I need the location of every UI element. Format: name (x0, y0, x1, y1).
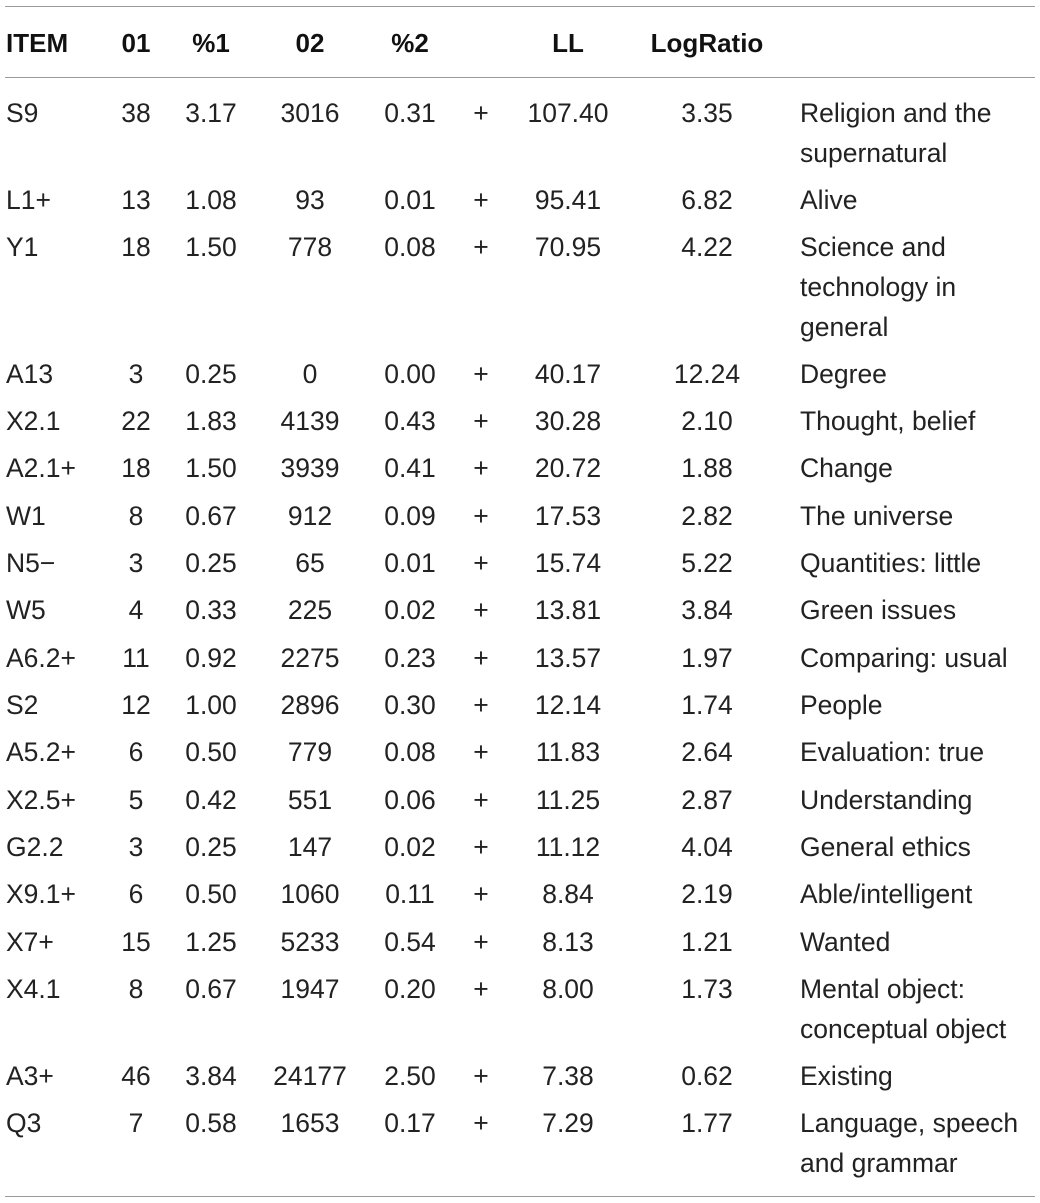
header-logratio: LogRatio (650, 28, 764, 58)
cell-description: Change (800, 453, 893, 483)
cell-item: X2.5+ (6, 785, 76, 815)
cell-o2: 2275 (280, 643, 340, 673)
header-p2: %2 (391, 28, 429, 58)
cell-p1: 0.50 (185, 737, 237, 767)
cell-o1: 18 (121, 453, 151, 483)
cell-p2: 0.02 (384, 832, 436, 862)
cell-description: Able/intelligent (800, 879, 973, 909)
cell-item: Y1 (6, 232, 39, 262)
header-ll: LL (552, 28, 584, 58)
cell-p1: 1.50 (185, 232, 237, 262)
cell-sign: + (473, 785, 489, 815)
cell-o1: 22 (121, 406, 151, 436)
cell-logratio: 2.10 (681, 406, 733, 436)
cell-description: Understanding (800, 785, 973, 815)
cell-ll: 107.40 (527, 98, 609, 128)
cell-p2: 0.41 (384, 453, 436, 483)
cell-p2: 0.11 (385, 879, 435, 909)
cell-p1: 1.00 (185, 690, 237, 720)
cell-p1: 0.25 (185, 359, 237, 389)
cell-description: Science and technology in general (800, 232, 957, 342)
cell-logratio: 1.88 (681, 453, 733, 483)
cell-ll: 8.13 (542, 927, 594, 957)
cell-o1: 18 (121, 232, 151, 262)
cell-ll: 11.12 (535, 832, 601, 862)
cell-logratio: 5.22 (681, 548, 733, 578)
cell-o1: 12 (121, 690, 151, 720)
cell-sign: + (473, 690, 489, 720)
cell-ll: 11.25 (535, 785, 601, 815)
cell-ll: 7.29 (542, 1108, 594, 1138)
cell-p2: 0.20 (384, 974, 436, 1004)
cell-p2: 0.01 (384, 548, 436, 578)
cell-logratio: 2.87 (681, 785, 733, 815)
cell-logratio: 4.22 (681, 232, 733, 262)
cell-sign: + (473, 1108, 489, 1138)
cell-o1: 46 (121, 1061, 151, 1091)
cell-sign: + (473, 927, 489, 957)
cell-ll: 15.74 (534, 548, 602, 578)
cell-item: S9 (6, 98, 39, 128)
table-top-rule (5, 6, 1035, 7)
cell-logratio: 2.64 (681, 737, 733, 767)
cell-p1: 0.25 (185, 548, 237, 578)
cell-item: A5.2+ (6, 737, 76, 767)
cell-p2: 0.23 (384, 643, 436, 673)
cell-description: Evaluation: true (800, 737, 985, 767)
cell-o2: 65 (295, 548, 325, 578)
cell-o2: 912 (287, 501, 333, 531)
cell-item: X9.1+ (6, 879, 76, 909)
cell-o1: 15 (121, 927, 151, 957)
cell-p1: 0.92 (185, 643, 237, 673)
cell-sign: + (473, 1061, 489, 1091)
cell-item: X2.1 (6, 406, 61, 436)
cell-p1: 0.50 (185, 879, 237, 909)
cell-logratio: 1.77 (681, 1108, 733, 1138)
cell-o2: 779 (287, 737, 333, 767)
cell-description: Comparing: usual (800, 643, 1008, 673)
cell-o2: 24177 (273, 1061, 347, 1091)
cell-o1: 6 (128, 879, 144, 909)
cell-description: Mental object: conceptual object (800, 974, 1007, 1044)
cell-logratio: 2.19 (681, 879, 733, 909)
cell-p2: 0.17 (384, 1108, 436, 1138)
cell-item: W5 (6, 595, 46, 625)
cell-o1: 6 (128, 737, 144, 767)
cell-item: A3+ (6, 1061, 54, 1091)
cell-sign: + (473, 232, 489, 262)
cell-p2: 0.09 (384, 501, 436, 531)
cell-item: X7+ (6, 927, 54, 957)
cell-p2: 2.50 (384, 1061, 436, 1091)
cell-ll: 95.41 (534, 185, 602, 215)
table-bottom-rule (5, 1196, 1035, 1197)
cell-ll: 7.38 (542, 1061, 594, 1091)
cell-item: L1+ (6, 185, 51, 215)
cell-sign: + (473, 974, 489, 1004)
header-o1: 01 (121, 28, 151, 58)
cell-ll: 20.72 (534, 453, 602, 483)
cell-item: A13 (6, 359, 54, 389)
cell-description: Green issues (800, 595, 957, 625)
cell-o1: 8 (128, 974, 144, 1004)
cell-description: Language, speech and grammar (800, 1108, 1019, 1178)
cell-p1: 1.50 (185, 453, 237, 483)
cell-item: W1 (6, 501, 46, 531)
cell-item: A2.1+ (6, 453, 76, 483)
cell-p1: 0.25 (185, 832, 237, 862)
cell-o1: 4 (128, 595, 144, 625)
cell-o2: 1060 (280, 879, 340, 909)
cell-ll: 8.84 (542, 879, 594, 909)
cell-ll: 8.00 (542, 974, 594, 1004)
cell-p2: 0.08 (384, 232, 436, 262)
cell-logratio: 3.84 (681, 595, 733, 625)
header-item: ITEM (6, 28, 69, 58)
cell-o2: 225 (287, 595, 333, 625)
cell-ll: 17.53 (534, 501, 602, 531)
cell-o2: 551 (287, 785, 333, 815)
cell-description: The universe (800, 501, 954, 531)
cell-logratio: 3.35 (681, 98, 733, 128)
cell-o1: 38 (121, 98, 151, 128)
cell-ll: 70.95 (534, 232, 602, 262)
cell-logratio: 1.21 (681, 927, 733, 957)
cell-logratio: 2.82 (681, 501, 733, 531)
table-header-rule (5, 77, 1035, 78)
cell-logratio: 1.74 (681, 690, 733, 720)
cell-p2: 0.01 (384, 185, 436, 215)
cell-logratio: 1.73 (681, 974, 733, 1004)
cell-item: A6.2+ (6, 643, 76, 673)
cell-o2: 4139 (280, 406, 340, 436)
cell-item: G2.2 (6, 832, 64, 862)
cell-o2: 778 (287, 232, 333, 262)
cell-item: N5− (6, 548, 56, 578)
cell-sign: + (473, 185, 489, 215)
cell-description: Religion and the supernatural (800, 98, 992, 168)
header-o2: 02 (295, 28, 325, 58)
cell-p2: 0.30 (384, 690, 436, 720)
cell-p1: 0.58 (185, 1108, 237, 1138)
cell-logratio: 0.62 (681, 1061, 733, 1091)
cell-p2: 0.08 (384, 737, 436, 767)
cell-p2: 0.00 (384, 359, 436, 389)
cell-p2: 0.43 (384, 406, 436, 436)
cell-o1: 3 (128, 548, 144, 578)
cell-p1: 0.67 (185, 501, 237, 531)
cell-o1: 13 (121, 185, 151, 215)
cell-sign: + (473, 453, 489, 483)
cell-o2: 2896 (280, 690, 340, 720)
cell-o1: 3 (128, 832, 144, 862)
cell-p1: 1.83 (185, 406, 237, 436)
cell-o1: 7 (128, 1108, 144, 1138)
cell-description: Wanted (800, 927, 891, 957)
cell-o2: 3016 (280, 98, 340, 128)
cell-o2: 3939 (280, 453, 340, 483)
cell-item: X4.1 (6, 974, 61, 1004)
header-p1: %1 (192, 28, 230, 58)
cell-p2: 0.54 (384, 927, 436, 957)
cell-sign: + (473, 832, 489, 862)
cell-sign: + (473, 548, 489, 578)
cell-ll: 12.14 (534, 690, 602, 720)
cell-sign: + (473, 737, 489, 767)
cell-sign: + (473, 359, 489, 389)
cell-description: Existing (800, 1061, 893, 1091)
cell-p2: 0.06 (384, 785, 436, 815)
cell-item: Q3 (6, 1108, 42, 1138)
cell-p2: 0.31 (384, 98, 436, 128)
cell-p1: 3.17 (185, 98, 237, 128)
cell-sign: + (473, 595, 489, 625)
cell-ll: 30.28 (534, 406, 602, 436)
cell-o2: 0 (302, 359, 318, 389)
cell-p2: 0.02 (384, 595, 436, 625)
cell-o2: 147 (287, 832, 333, 862)
cell-logratio: 1.97 (681, 643, 733, 673)
cell-sign: + (473, 643, 489, 673)
cell-o2: 5233 (280, 927, 340, 957)
cell-ll: 13.81 (534, 595, 602, 625)
cell-sign: + (473, 879, 489, 909)
cell-description: Alive (800, 185, 858, 215)
cell-p1: 0.42 (185, 785, 237, 815)
cell-ll: 13.57 (534, 643, 602, 673)
cell-o1: 11 (122, 643, 150, 673)
cell-description: General ethics (800, 832, 971, 862)
cell-sign: + (473, 501, 489, 531)
cell-p1: 1.08 (185, 185, 237, 215)
cell-logratio: 4.04 (681, 832, 733, 862)
cell-o2: 1947 (280, 974, 340, 1004)
cell-logratio: 6.82 (681, 185, 733, 215)
cell-p1: 0.67 (185, 974, 237, 1004)
cell-o1: 8 (128, 501, 144, 531)
cell-p1: 1.25 (185, 927, 237, 957)
cell-o2: 1653 (280, 1108, 340, 1138)
cell-logratio: 12.24 (673, 359, 741, 389)
cell-description: Degree (800, 359, 887, 389)
cell-sign: + (473, 98, 489, 128)
cell-ll: 40.17 (534, 359, 602, 389)
cell-item: S2 (6, 690, 39, 720)
cell-description: Quantities: little (800, 548, 982, 578)
cell-description: People (800, 690, 883, 720)
cell-sign: + (473, 406, 489, 436)
cell-o2: 93 (295, 185, 325, 215)
cell-description: Thought, belief (800, 406, 976, 436)
cell-o1: 5 (128, 785, 144, 815)
cell-o1: 3 (128, 359, 144, 389)
cell-p1: 0.33 (185, 595, 237, 625)
cell-ll: 11.83 (535, 737, 601, 767)
cell-p1: 3.84 (185, 1061, 237, 1091)
